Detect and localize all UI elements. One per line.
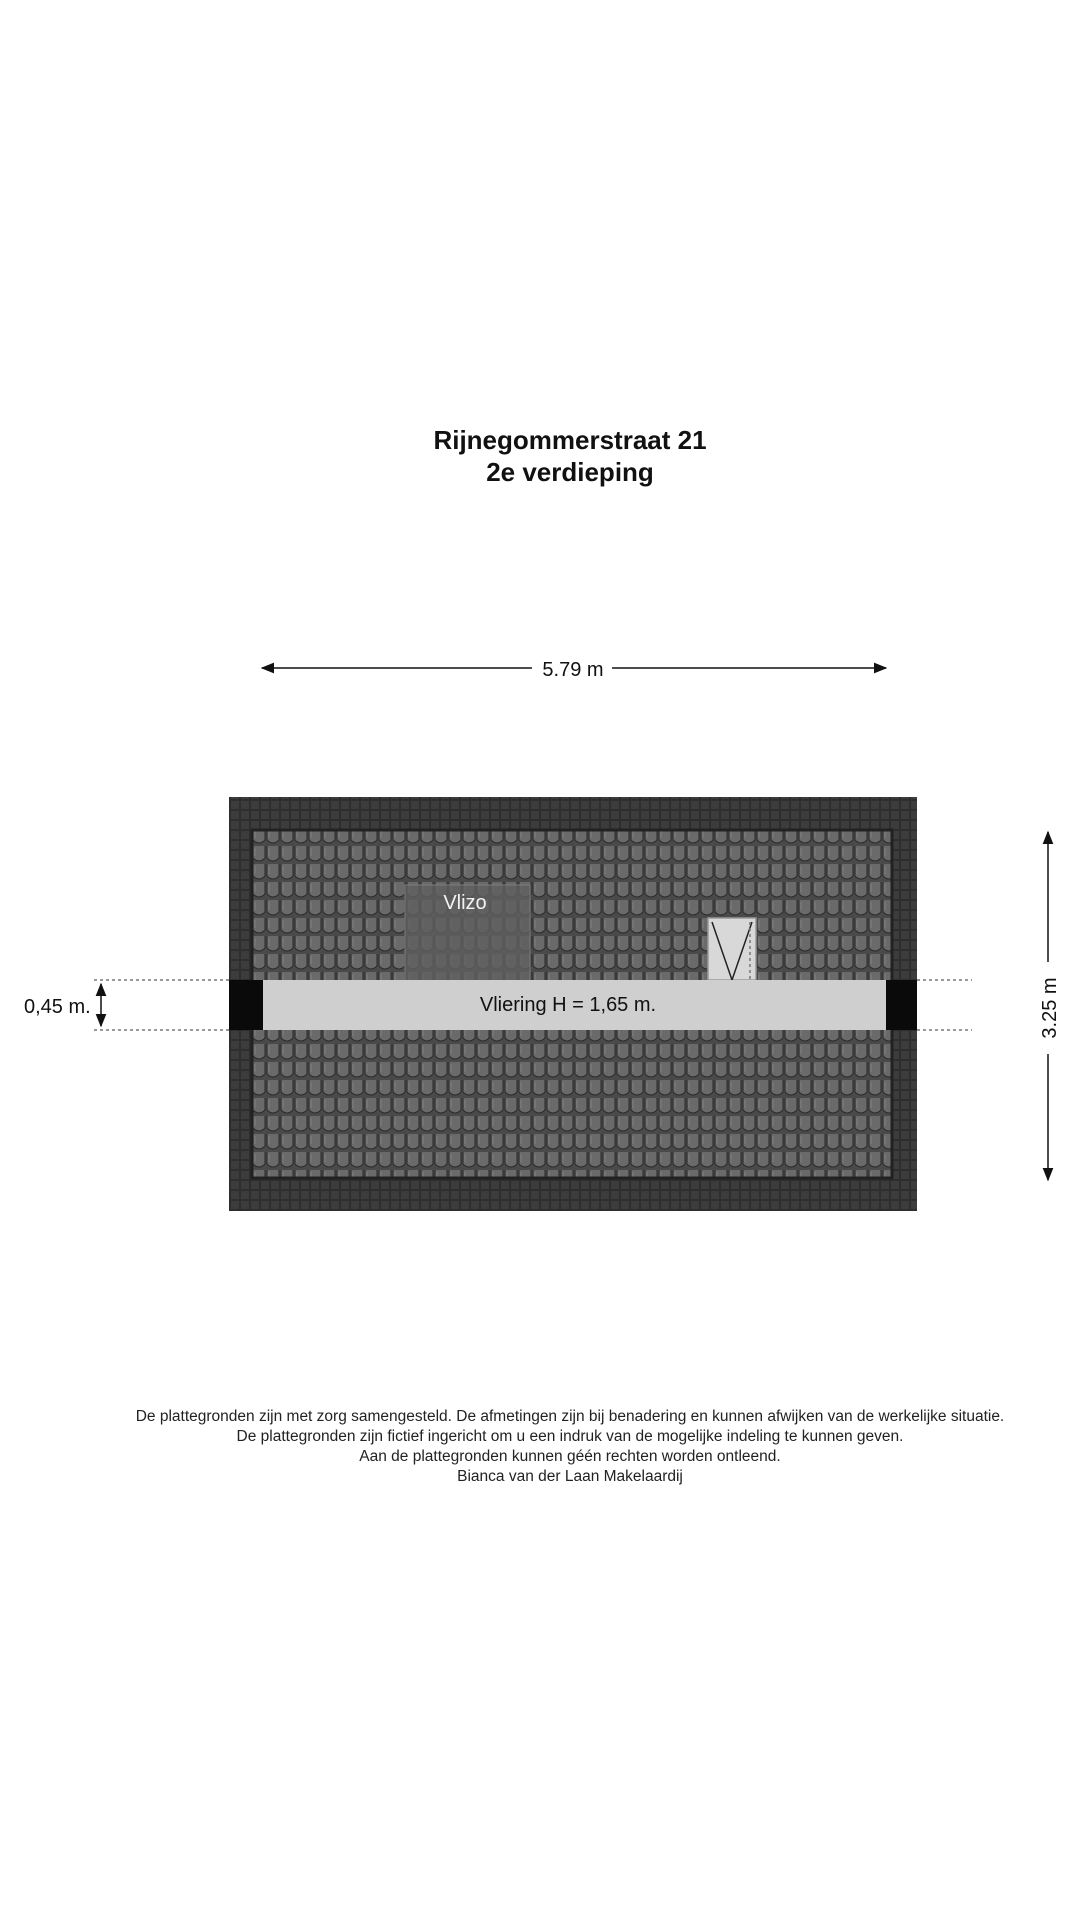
depth-dimension	[1039, 832, 1061, 1180]
disclaimer-line-3: Aan de plattegronden kunnen géén rechten worden ontleend.	[359, 1448, 781, 1465]
title-floor: 2e verdieping	[486, 457, 654, 487]
strip-end-right	[886, 980, 917, 1030]
disclaimer-line-1: De plattegronden zijn met zorg samengesteld. De afmetingen zijn bij benadering en kunnen afwijken van de werkelijke situatie.	[135, 1408, 1005, 1425]
hatch-label: Vlizo	[443, 892, 487, 914]
strip-label: 0,45 m.	[24, 996, 91, 1018]
depth-label: 3.25 m	[1039, 977, 1061, 1039]
disclaimer	[0, 1407, 1080, 1487]
attic-strip	[229, 980, 917, 1030]
disclaimer-line-4: Bianca van der Laan Makelaardij	[457, 1468, 683, 1485]
disclaimer-line-2: De plattegronden zijn fictief ingericht om u een indruk van de mogelijke indeling te kunnen geven.	[236, 1428, 904, 1445]
title-address: Rijnegommerstraat 21	[433, 425, 707, 455]
strip-end-left	[229, 980, 263, 1030]
hatch	[405, 885, 530, 985]
attic-label: Vliering H = 1,65 m.	[479, 994, 657, 1016]
skylight-icon	[708, 918, 756, 980]
strip-dimension	[24, 984, 101, 1026]
width-dimension	[262, 659, 886, 681]
width-label: 5.79 m	[542, 659, 604, 681]
